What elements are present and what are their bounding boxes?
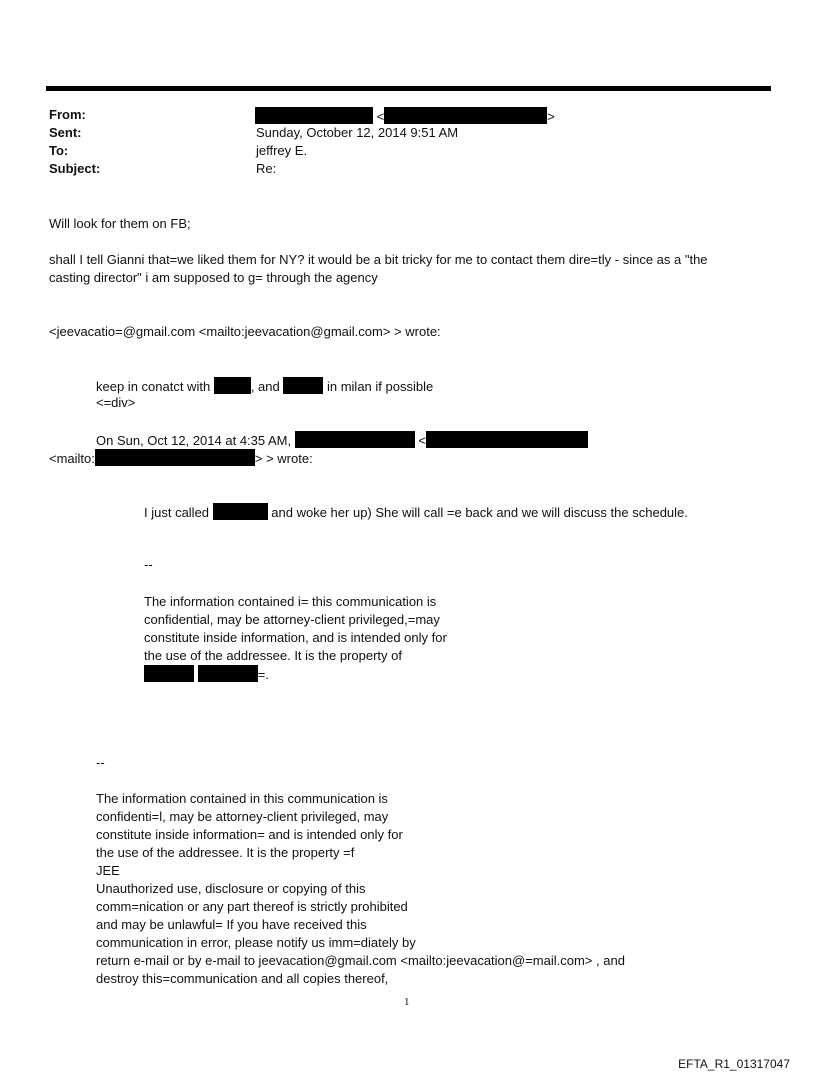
quote2-disclaimer-line: confidential, may be attorney-client privileged,=may: [144, 612, 440, 627]
header-rule: [46, 86, 771, 91]
to-label: To:: [49, 143, 69, 158]
quote2-line-1: [144, 503, 688, 520]
redaction-box: [214, 377, 251, 394]
footer-disclaimer-line: The information contained in this communication is: [96, 791, 388, 806]
quote1-mailto-b: > > wrote:: [254, 451, 313, 466]
footer-disclaimer-line: destroy this=communication and all copies thereof,: [96, 971, 389, 986]
bates-number: EFTA_R1_01317047: [678, 1057, 790, 1071]
redaction-box: [95, 449, 255, 466]
body-paragraph-1: Will look for them on FB;: [49, 216, 191, 231]
quote1-mailto-line: [49, 449, 313, 466]
quote2-signature-dash: --: [144, 557, 153, 572]
quote1-line-1: [96, 377, 433, 394]
quote1-on-line: [96, 431, 588, 448]
redaction-box: [295, 431, 415, 448]
quote2-disclaimer-line: The information contained i= this communication is: [144, 594, 437, 609]
footer-disclaimer-line: and may be unlawful= If you have received this: [96, 917, 367, 932]
sent-value: Sunday, October 12, 2014 9:51 AM: [256, 125, 459, 140]
footer-disclaimer-line: constitute inside information= and is intended only for: [96, 827, 403, 842]
footer-disclaimer-line: JEE: [96, 863, 120, 878]
quote2-disclaimer-line: constitute inside information, and is intended only for: [144, 630, 447, 645]
redaction-box: [426, 431, 588, 448]
quote2-disclaimer-line: the use of the addressee. It is the property of: [144, 648, 402, 663]
redaction-box: [213, 503, 268, 520]
footer-disclaimer-line: comm=nication or any part thereof is strictly prohibited: [96, 899, 408, 914]
redaction-box: [198, 665, 258, 682]
footer-disclaimer-line: the use of the addressee. It is the property =f: [96, 845, 355, 860]
from-value: [255, 107, 555, 124]
to-value: jeffrey E.: [256, 143, 308, 158]
quote1-text-c: in milan if possible: [326, 379, 434, 394]
body-paragraph-2-line-2: casting director" i am supposed to g= through the agency: [49, 270, 378, 285]
quote2-disclaimer-end: [144, 665, 269, 682]
quote1-mailto-a: <mailto:: [49, 451, 95, 466]
redaction-box: [255, 107, 373, 124]
quote2-text-a: I just called: [144, 505, 210, 520]
from-label: From:: [49, 107, 86, 122]
subject-value: Re:: [256, 161, 277, 176]
quote1-line-2: <=div>: [96, 395, 136, 410]
quote2-text-b: and woke her up) She will call =e back and we will discuss the schedule.: [271, 505, 688, 520]
quote1-text-a: keep in conatct with: [96, 379, 211, 394]
footer-signature-dash: --: [96, 755, 105, 770]
from-email-open: <: [376, 109, 385, 124]
footer-disclaimer-line: confidenti=l, may be attorney-client privileged, may: [96, 809, 389, 824]
footer-disclaimer-line: communication in error, please notify us imm=diately by: [96, 935, 416, 950]
footer-disclaimer-line: Unauthorized use, disclosure or copying of this: [96, 881, 366, 896]
from-email-close: >: [547, 109, 555, 124]
redaction-box: [283, 377, 323, 394]
quote1-on-text: On Sun, Oct 12, 2014 at 4:35 AM,: [96, 433, 292, 448]
quote1-text-b: , and: [250, 379, 280, 394]
page-number: 1: [404, 996, 410, 1008]
quote-intro: <jeevacatio=@gmail.com <mailto:jeevacation@gmail.com> > wrote:: [49, 324, 441, 339]
body-paragraph-2-line-1: shall I tell Gianni that=we liked them for NY? it would be a bit tricky for me to contact them dire=tly - since as a "the: [49, 252, 708, 267]
subject-label: Subject:: [49, 161, 101, 176]
quote2-end-text: =.: [257, 667, 269, 682]
redaction-box: [144, 665, 194, 682]
footer-disclaimer-line: return e-mail or by e-mail to jeevacation@gmail.com <mailto:jeevacation@=mail.com> , and: [96, 953, 625, 968]
quote1-on-lt: <: [418, 433, 426, 448]
sent-label: Sent:: [49, 125, 82, 140]
redaction-box: [384, 107, 547, 124]
